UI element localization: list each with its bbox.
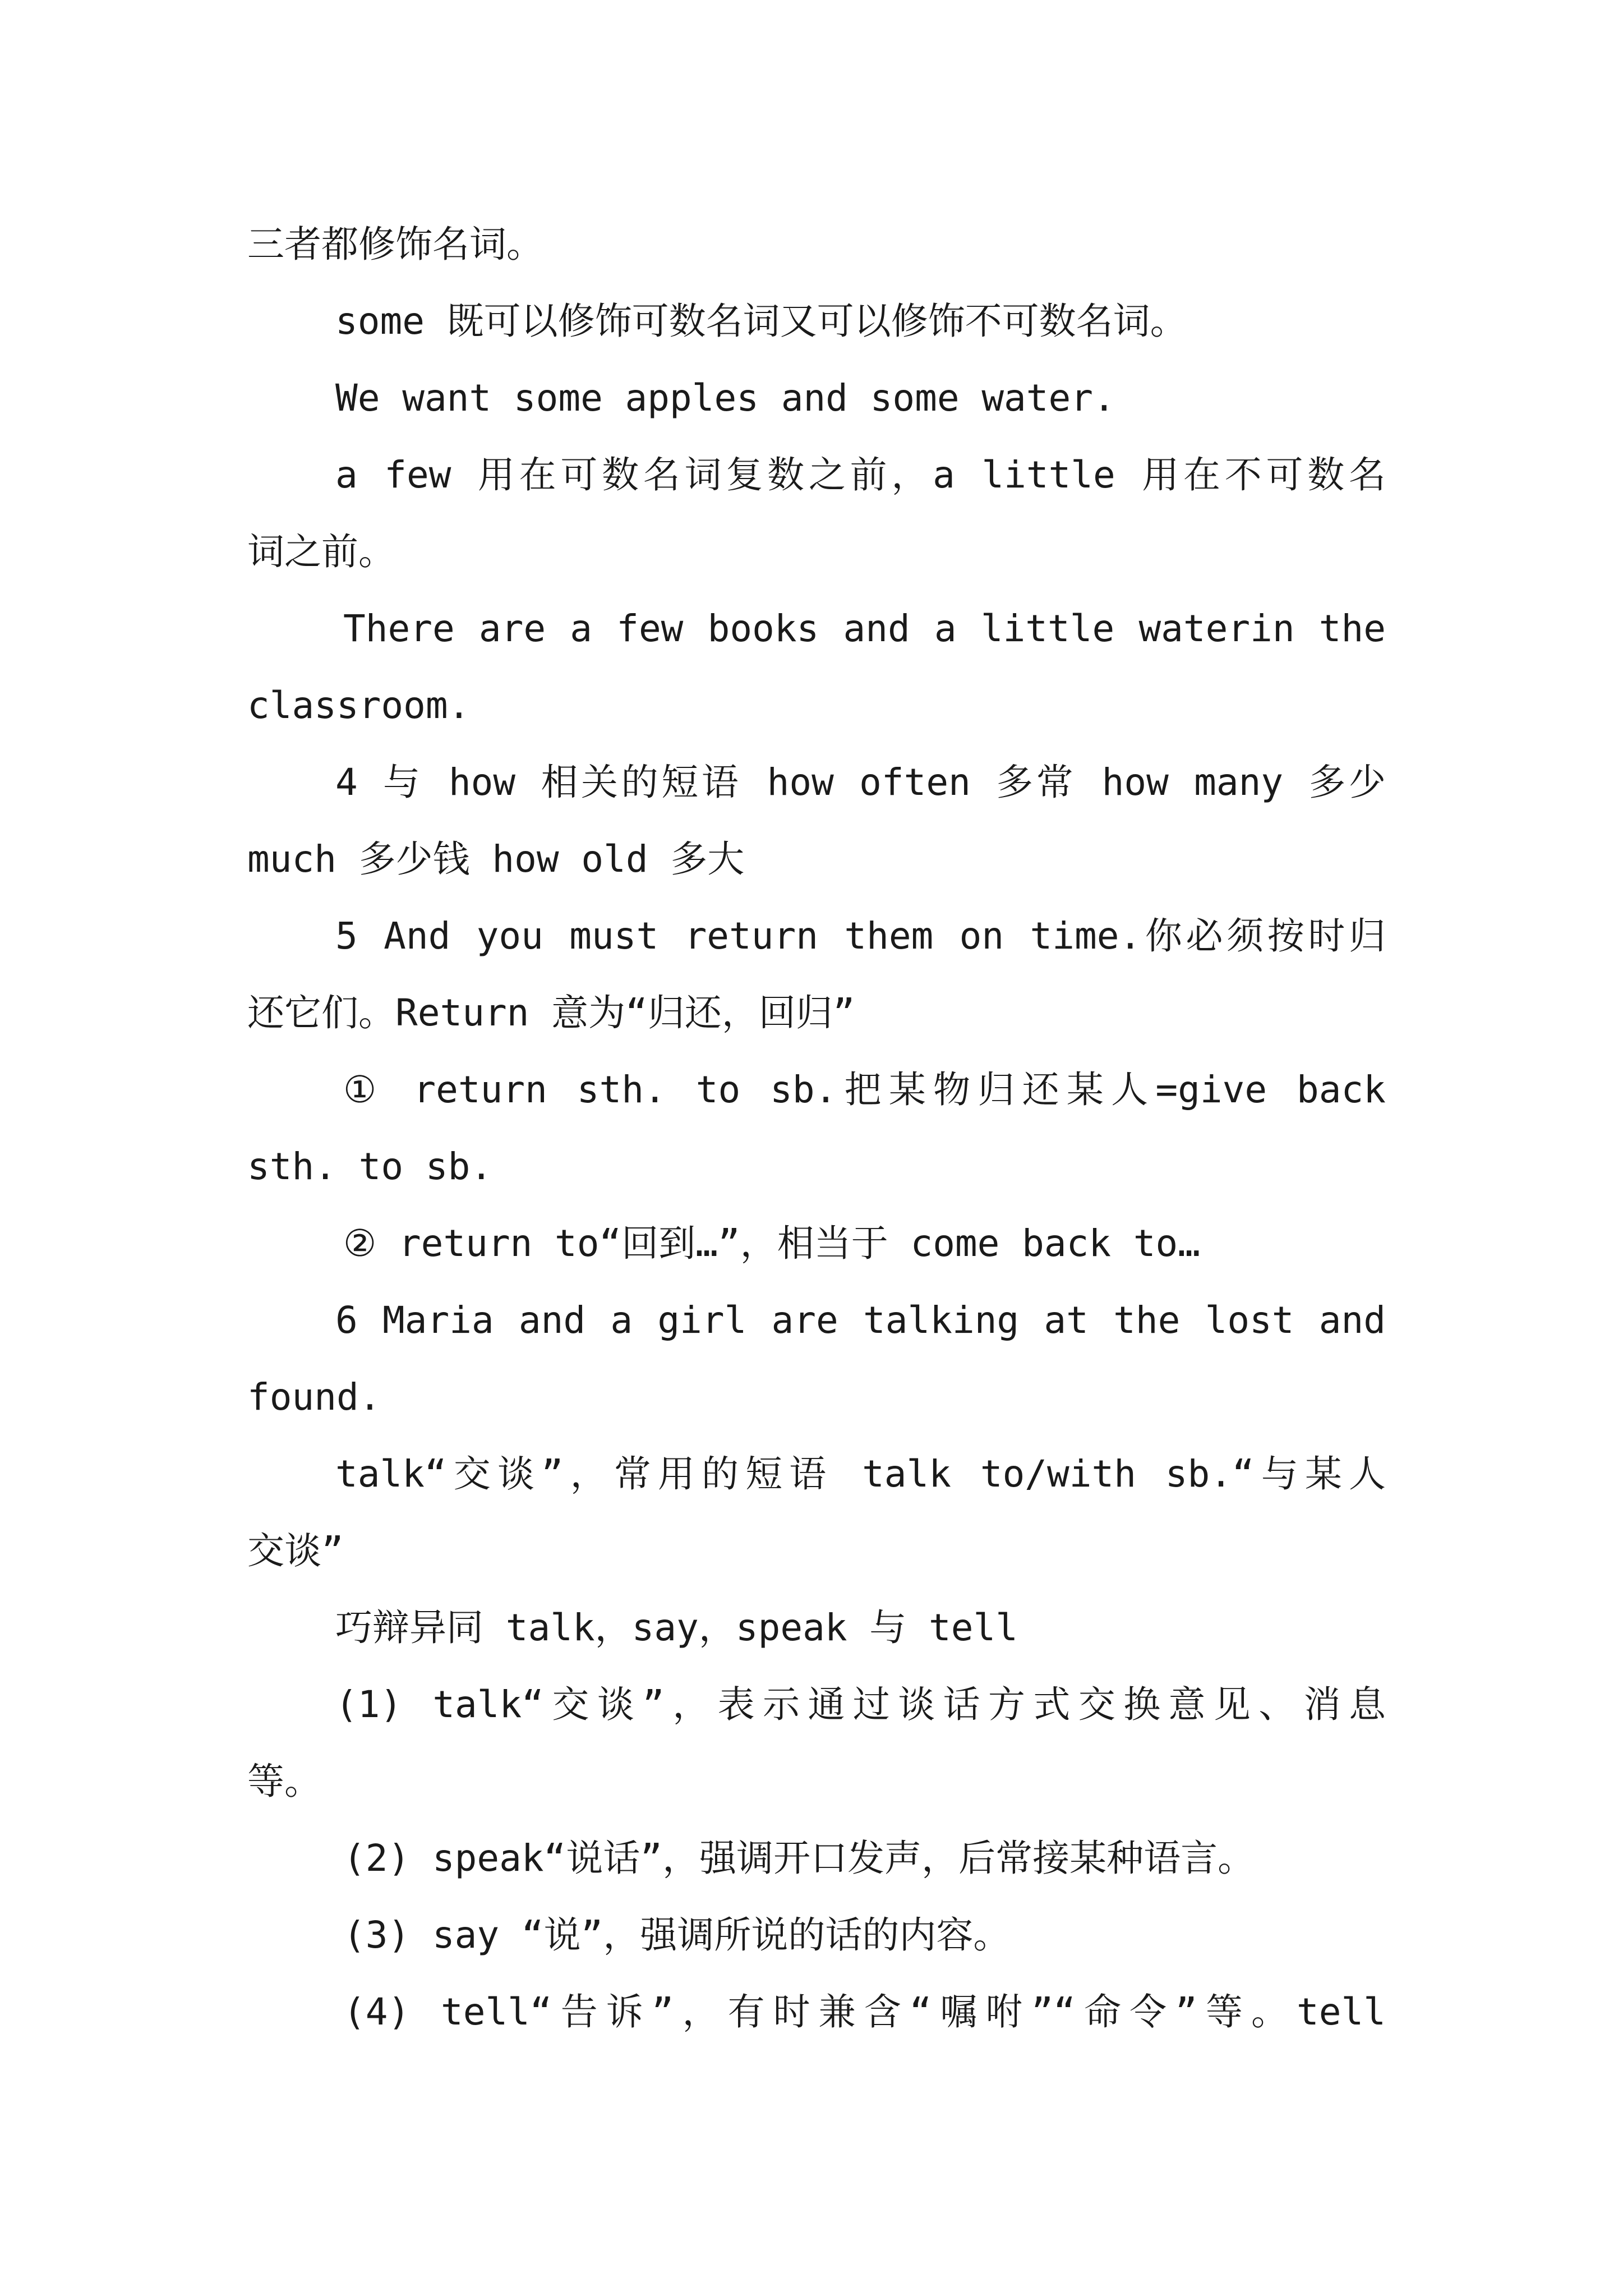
text-line: 交谈”	[247, 1529, 344, 1572]
text-line: a few 用在可数名词复数之前，a little 用在不可数名	[335, 453, 1386, 496]
text-line: talk“交谈”，常用的短语 talk to/with sb.“与某人	[335, 1452, 1386, 1496]
text-line: 三者都修饰名词。	[247, 223, 543, 266]
text-line: There are a few books and a little waterin the	[343, 607, 1386, 650]
text-line: 词之前。	[247, 530, 395, 573]
text-line: ① return sth. to sb.把某物归还某人=give back	[343, 1068, 1386, 1111]
text-line: classroom.	[247, 684, 471, 727]
text-line: 巧辩异同 talk，say，speak 与 tell	[335, 1606, 1018, 1649]
text-line: We want some apples and some water.	[335, 376, 1115, 420]
text-line: found.	[247, 1375, 381, 1419]
text-line: 5 And you must return them on time.你必须按时归	[335, 914, 1386, 958]
text-line: (2) speak“说话”，强调开口发声，后常接某种语言。	[343, 1837, 1255, 1880]
text-line: (1) talk“交谈”，表示通过谈话方式交换意见、消息	[335, 1683, 1386, 1726]
text-line: sth. to sb.	[247, 1145, 493, 1188]
text-line: 6 Maria and a girl are talking at the lost and	[335, 1299, 1386, 1342]
text-line: (3) say “说”，强调所说的话的内容。	[343, 1913, 1011, 1957]
text-line: 等。	[247, 1760, 321, 1803]
text-line: ② return to“回到…”，相当于 come back to…	[343, 1222, 1201, 1265]
text-line: much 多少钱 how old 多大	[247, 838, 745, 881]
text-line: 还它们。Return 意为“归还，回归”	[247, 991, 855, 1034]
text-line: (4) tell“告诉”，有时兼含“嘱咐”“命令”等。tell	[343, 1990, 1386, 2033]
text-line: 4 与 how 相关的短语 how often 多常 how many 多少	[335, 761, 1386, 804]
text-line: some 既可以修饰可数名词又可以修饰不可数名词。	[335, 300, 1187, 343]
